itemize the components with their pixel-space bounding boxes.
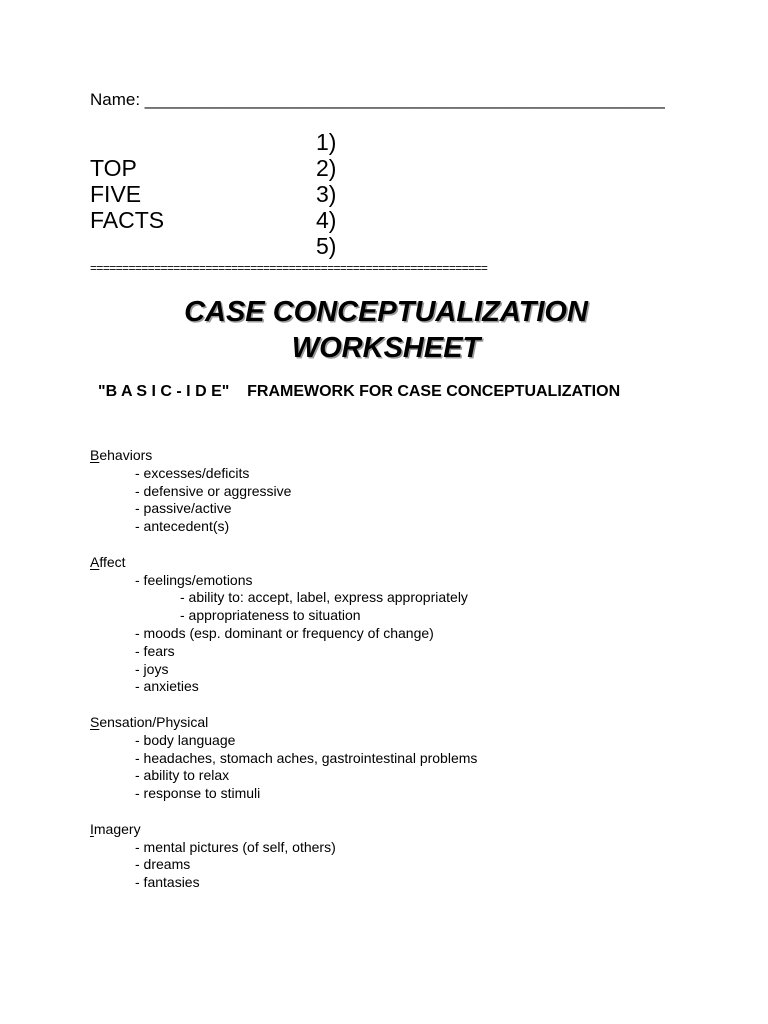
heading-initial-letter: I	[90, 820, 94, 837]
title-line-1: CASE CONCEPTUALIZATION	[184, 296, 588, 328]
list-item: - fantasies	[135, 874, 200, 891]
section-affect	[90, 554, 477, 696]
list-item: - defensive or aggressive	[135, 482, 292, 499]
title-line-2: WORKSHEET	[291, 332, 481, 364]
list-item: - moods (esp. dominant or frequency of change)	[135, 624, 434, 641]
section-heading	[90, 447, 477, 465]
heading-rest: ensation/Physical	[99, 713, 209, 730]
section-heading	[90, 714, 477, 732]
sub-list-item: - appropriateness to situation	[180, 607, 361, 624]
section-sensation-physical	[90, 714, 477, 803]
heading-initial-letter: A	[90, 553, 100, 570]
list-item: - headaches, stomach aches, gastrointestinal problems	[135, 749, 478, 766]
section-imagery	[90, 821, 477, 892]
fact-number: 1)	[316, 129, 337, 155]
section-behaviors	[90, 447, 477, 536]
list-item: - response to stimuli	[135, 785, 261, 802]
fact-number: 5)	[316, 233, 337, 259]
list-item: - passive/active	[135, 500, 232, 517]
facts-label-line: FIVE	[90, 181, 142, 207]
section-heading	[90, 554, 477, 572]
section-heading	[90, 821, 477, 839]
fact-number: 4)	[316, 207, 337, 233]
page-subtitle: "B A S I C - I D E" FRAMEWORK FOR CASE CONCEPTUALIZATION	[98, 383, 621, 400]
list-item: - mental pictures (of self, others)	[135, 838, 336, 855]
facts-label-line: TOP	[90, 155, 137, 181]
section-divider: ==============================================================	[90, 261, 488, 275]
top-five-facts-block	[90, 129, 390, 261]
list-item: - ability to relax	[135, 767, 230, 784]
list-item: - joys	[135, 660, 169, 677]
heading-initial-letter: B	[90, 447, 100, 463]
list-item: - feelings/emotions	[135, 571, 253, 588]
page-title	[0, 294, 768, 366]
list-item: - antecedent(s)	[135, 518, 230, 535]
list-item: - dreams	[135, 856, 191, 873]
list-item: - anxieties	[135, 678, 199, 695]
sub-list-item: - ability to: accept, label, express appropriately	[180, 589, 468, 606]
basic-ide-sections	[90, 447, 477, 910]
list-item: - excesses/deficits	[135, 464, 250, 481]
heading-rest: magery	[93, 820, 141, 837]
heading-initial-letter: S	[90, 713, 100, 730]
list-item: - fears	[135, 642, 175, 659]
facts-label-line: FACTS	[90, 207, 165, 233]
fact-number: 3)	[316, 181, 337, 207]
name-field-line: Name: _______________________________________________________	[90, 90, 665, 109]
fact-number: 2)	[316, 155, 337, 181]
list-item: - body language	[135, 731, 236, 748]
heading-rest: ffect	[99, 553, 126, 570]
heading-rest: ehaviors	[99, 447, 153, 463]
